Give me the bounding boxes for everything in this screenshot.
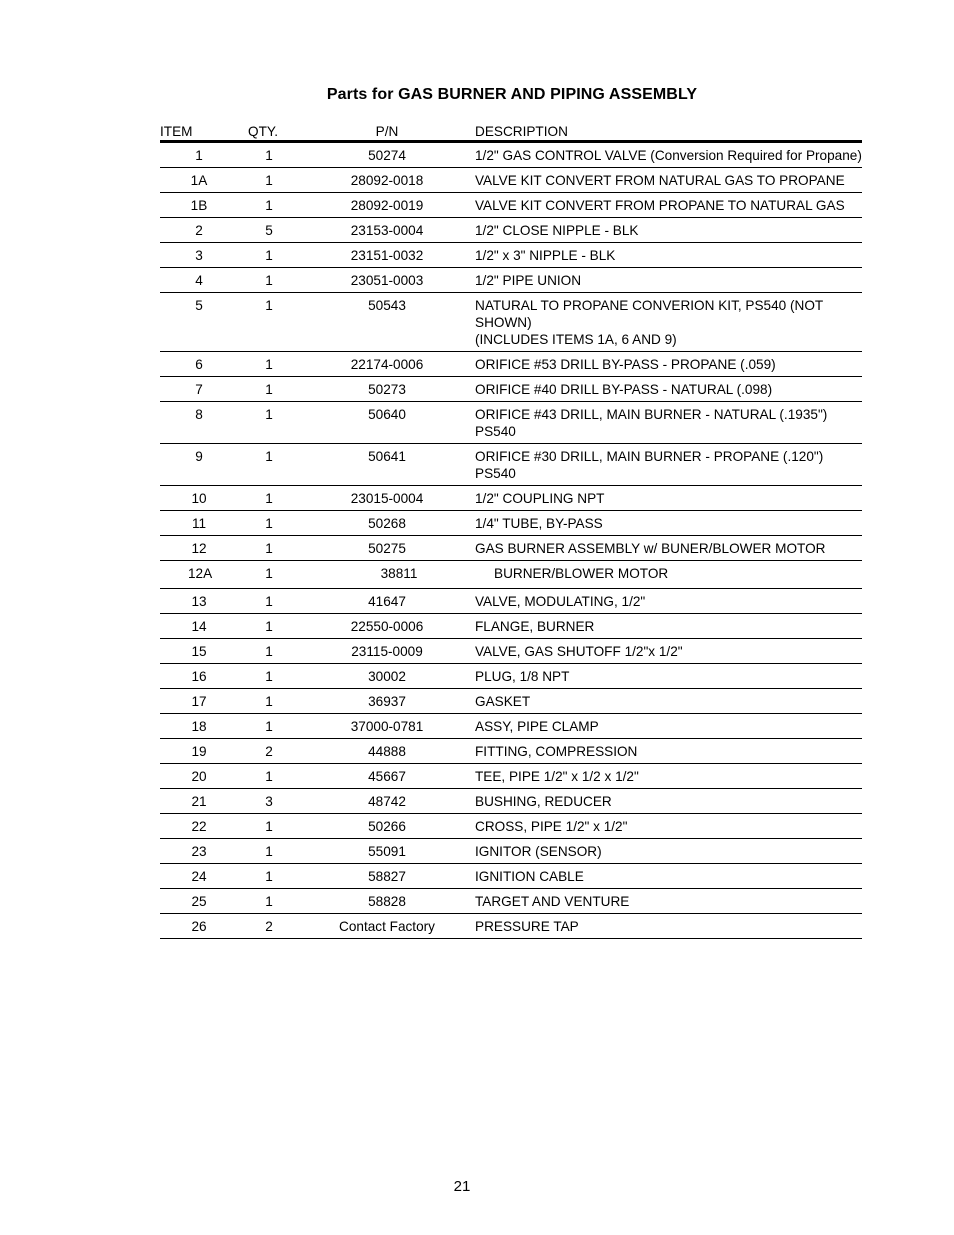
cell-item: 2 bbox=[160, 218, 238, 243]
cell-qty: 1 bbox=[238, 486, 300, 511]
description-line: ORIFICE #40 DRILL BY-PASS - NATURAL (.098) bbox=[475, 382, 773, 397]
cell-pn: 50543 bbox=[300, 293, 474, 352]
cell-qty: 1 bbox=[238, 377, 300, 402]
description-line: NATURAL TO PROPANE CONVERION KIT, PS540 (NOT SHOWN) bbox=[475, 298, 823, 330]
description-line: IGNITOR (SENSOR) bbox=[475, 844, 602, 859]
description-line-2: (INCLUDES ITEMS 1A, 6 AND 9) bbox=[475, 332, 677, 347]
cell-item: 23 bbox=[160, 839, 238, 864]
cell-description bbox=[474, 168, 862, 193]
description-line: 1/2" PIPE UNION bbox=[475, 273, 582, 288]
cell-item: 25 bbox=[160, 889, 238, 914]
cell-item: 9 bbox=[160, 444, 238, 486]
cell-qty: 1 bbox=[238, 614, 300, 639]
table-row bbox=[160, 402, 862, 444]
cell-item: 4 bbox=[160, 268, 238, 293]
cell-qty: 2 bbox=[238, 739, 300, 764]
cell-description bbox=[474, 293, 862, 352]
description-line: 1/4" TUBE, BY-PASS bbox=[475, 516, 603, 531]
cell-pn: 23151-0032 bbox=[300, 243, 474, 268]
description-line: PRESSURE TAP bbox=[475, 919, 579, 934]
description-line: BURNER/BLOWER MOTOR bbox=[494, 566, 669, 581]
cell-item: 3 bbox=[160, 243, 238, 268]
cell-description bbox=[474, 639, 862, 664]
description-line: 1/2" GAS CONTROL VALVE (Conversion Required for Propane) bbox=[475, 148, 862, 163]
cell-description bbox=[474, 889, 862, 914]
cell-item: 14 bbox=[160, 614, 238, 639]
description-line: ORIFICE #30 DRILL, MAIN BURNER - PROPANE (.120") PS540 bbox=[475, 449, 824, 481]
cell-pn: 50640 bbox=[300, 402, 474, 444]
table-header-row bbox=[160, 122, 862, 142]
cell-item: 11 bbox=[160, 511, 238, 536]
cell-item: 1A bbox=[160, 168, 238, 193]
cell-item: 7 bbox=[160, 377, 238, 402]
cell-pn: 55091 bbox=[300, 839, 474, 864]
cell-qty: 1 bbox=[238, 639, 300, 664]
cell-pn: 38811 bbox=[300, 561, 474, 589]
cell-description bbox=[474, 789, 862, 814]
table-row bbox=[160, 352, 862, 377]
description-line: IGNITION CABLE bbox=[475, 869, 584, 884]
cell-item: 22 bbox=[160, 814, 238, 839]
cell-qty: 1 bbox=[238, 511, 300, 536]
cell-description bbox=[474, 561, 862, 589]
cell-qty: 1 bbox=[238, 561, 300, 589]
cell-qty: 1 bbox=[238, 814, 300, 839]
table-row bbox=[160, 444, 862, 486]
description-line: VALVE KIT CONVERT FROM PROPANE TO NATURAL GAS bbox=[475, 198, 845, 213]
cell-item: 19 bbox=[160, 739, 238, 764]
table-row bbox=[160, 739, 862, 764]
cell-qty: 1 bbox=[238, 243, 300, 268]
cell-pn: 50274 bbox=[300, 142, 474, 168]
cell-pn: 37000-0781 bbox=[300, 714, 474, 739]
cell-qty: 3 bbox=[238, 789, 300, 814]
cell-qty: 1 bbox=[238, 268, 300, 293]
table-row bbox=[160, 377, 862, 402]
cell-qty: 1 bbox=[238, 764, 300, 789]
cell-description bbox=[474, 511, 862, 536]
cell-description bbox=[474, 914, 862, 939]
table-row bbox=[160, 142, 862, 168]
cell-description bbox=[474, 142, 862, 168]
cell-qty: 1 bbox=[238, 168, 300, 193]
cell-qty: 1 bbox=[238, 689, 300, 714]
cell-description bbox=[474, 243, 862, 268]
description-line: ORIFICE #53 DRILL BY-PASS - PROPANE (.059) bbox=[475, 357, 776, 372]
cell-item: 6 bbox=[160, 352, 238, 377]
cell-qty: 1 bbox=[238, 444, 300, 486]
cell-pn: 58828 bbox=[300, 889, 474, 914]
description-line: VALVE KIT CONVERT FROM NATURAL GAS TO PROPANE bbox=[475, 173, 845, 188]
cell-pn: 58827 bbox=[300, 864, 474, 889]
cell-pn: 50641 bbox=[300, 444, 474, 486]
description-line: ASSY, PIPE CLAMP bbox=[475, 719, 599, 734]
cell-pn: 41647 bbox=[300, 589, 474, 614]
cell-pn: 22174-0006 bbox=[300, 352, 474, 377]
cell-item: 24 bbox=[160, 864, 238, 889]
cell-pn: 50273 bbox=[300, 377, 474, 402]
table-row bbox=[160, 243, 862, 268]
table-row bbox=[160, 589, 862, 614]
table-row bbox=[160, 639, 862, 664]
table-row bbox=[160, 536, 862, 561]
cell-description bbox=[474, 764, 862, 789]
cell-description bbox=[474, 589, 862, 614]
cell-item: 12A bbox=[160, 561, 238, 589]
cell-pn: 50275 bbox=[300, 536, 474, 561]
cell-pn: 36937 bbox=[300, 689, 474, 714]
page-title: Parts for GAS BURNER AND PIPING ASSEMBLY bbox=[326, 86, 698, 103]
table-row bbox=[160, 664, 862, 689]
cell-description bbox=[474, 268, 862, 293]
cell-item: 18 bbox=[160, 714, 238, 739]
cell-description bbox=[474, 193, 862, 218]
description-line: GAS BURNER ASSEMBLY w/ BUNER/BLOWER MOTOR bbox=[475, 541, 826, 556]
cell-item: 1 bbox=[160, 142, 238, 168]
cell-item: 12 bbox=[160, 536, 238, 561]
cell-qty: 1 bbox=[238, 352, 300, 377]
cell-item: 5 bbox=[160, 293, 238, 352]
cell-qty: 1 bbox=[238, 889, 300, 914]
cell-pn: 45667 bbox=[300, 764, 474, 789]
cell-pn: 50268 bbox=[300, 511, 474, 536]
column-header-qty: QTY. bbox=[238, 122, 300, 142]
cell-description bbox=[474, 377, 862, 402]
description-line: 1/2" x 3" NIPPLE - BLK bbox=[475, 248, 616, 263]
table-row bbox=[160, 814, 862, 839]
page-number: 21 bbox=[453, 1178, 471, 1195]
table-row bbox=[160, 839, 862, 864]
cell-qty: 1 bbox=[238, 142, 300, 168]
description-line: CROSS, PIPE 1/2" x 1/2" bbox=[475, 819, 628, 834]
table-row bbox=[160, 218, 862, 243]
cell-item: 13 bbox=[160, 589, 238, 614]
table-row bbox=[160, 486, 862, 511]
cell-description bbox=[474, 864, 862, 889]
parts-table bbox=[160, 122, 862, 939]
cell-pn: 23051-0003 bbox=[300, 268, 474, 293]
description-line: 1/2" COUPLING NPT bbox=[475, 491, 605, 506]
description-line: FITTING, COMPRESSION bbox=[475, 744, 638, 759]
cell-item: 8 bbox=[160, 402, 238, 444]
cell-qty: 1 bbox=[238, 864, 300, 889]
cell-description bbox=[474, 614, 862, 639]
description-line: VALVE, MODULATING, 1/2" bbox=[475, 594, 646, 609]
cell-item: 1B bbox=[160, 193, 238, 218]
cell-item: 21 bbox=[160, 789, 238, 814]
description-line: TEE, PIPE 1/2" x 1/2 x 1/2" bbox=[475, 769, 639, 784]
table-row bbox=[160, 614, 862, 639]
column-header-pn: P/N bbox=[300, 122, 474, 142]
table-row bbox=[160, 193, 862, 218]
table-row bbox=[160, 789, 862, 814]
cell-qty: 1 bbox=[238, 293, 300, 352]
column-header-item: ITEM bbox=[160, 122, 238, 142]
cell-pn: 22550-0006 bbox=[300, 614, 474, 639]
table-row bbox=[160, 889, 862, 914]
cell-qty: 2 bbox=[238, 914, 300, 939]
table-row bbox=[160, 561, 862, 589]
cell-qty: 1 bbox=[238, 536, 300, 561]
description-line: GASKET bbox=[475, 694, 531, 709]
table-row bbox=[160, 511, 862, 536]
description-line: VALVE, GAS SHUTOFF 1/2"x 1/2" bbox=[475, 644, 683, 659]
cell-qty: 1 bbox=[238, 193, 300, 218]
cell-qty: 1 bbox=[238, 402, 300, 444]
table-row bbox=[160, 689, 862, 714]
table-row bbox=[160, 864, 862, 889]
cell-pn: 23015-0004 bbox=[300, 486, 474, 511]
cell-pn: 50266 bbox=[300, 814, 474, 839]
table-row bbox=[160, 268, 862, 293]
cell-description bbox=[474, 739, 862, 764]
cell-qty: 1 bbox=[238, 664, 300, 689]
cell-pn: 44888 bbox=[300, 739, 474, 764]
cell-qty: 1 bbox=[238, 589, 300, 614]
cell-pn: 23115-0009 bbox=[300, 639, 474, 664]
cell-item: 10 bbox=[160, 486, 238, 511]
cell-description bbox=[474, 814, 862, 839]
cell-pn: 23153-0004 bbox=[300, 218, 474, 243]
cell-description bbox=[474, 714, 862, 739]
cell-description bbox=[474, 689, 862, 714]
cell-qty: 1 bbox=[238, 839, 300, 864]
description-line: PLUG, 1/8 NPT bbox=[475, 669, 570, 684]
table-row bbox=[160, 764, 862, 789]
cell-pn: Contact Factory bbox=[300, 914, 474, 939]
column-header-description: DESCRIPTION bbox=[474, 122, 862, 142]
description-line: FLANGE, BURNER bbox=[475, 619, 595, 634]
cell-pn: 48742 bbox=[300, 789, 474, 814]
cell-pn: 28092-0019 bbox=[300, 193, 474, 218]
description-line: 1/2" CLOSE NIPPLE - BLK bbox=[475, 223, 639, 238]
cell-pn: 30002 bbox=[300, 664, 474, 689]
description-line: ORIFICE #43 DRILL, MAIN BURNER - NATURAL (.1935") PS540 bbox=[475, 407, 828, 439]
cell-pn: 28092-0018 bbox=[300, 168, 474, 193]
table-row bbox=[160, 914, 862, 939]
cell-item: 26 bbox=[160, 914, 238, 939]
parts-table-body bbox=[160, 142, 862, 939]
table-row bbox=[160, 168, 862, 193]
cell-description bbox=[474, 444, 862, 486]
description-line: BUSHING, REDUCER bbox=[475, 794, 612, 809]
cell-qty: 1 bbox=[238, 714, 300, 739]
cell-qty: 5 bbox=[238, 218, 300, 243]
description-line: TARGET AND VENTURE bbox=[475, 894, 630, 909]
cell-item: 17 bbox=[160, 689, 238, 714]
cell-description bbox=[474, 664, 862, 689]
table-row bbox=[160, 293, 862, 352]
cell-description bbox=[474, 839, 862, 864]
cell-description bbox=[474, 352, 862, 377]
table-row bbox=[160, 714, 862, 739]
cell-description bbox=[474, 218, 862, 243]
cell-description bbox=[474, 402, 862, 444]
cell-description bbox=[474, 536, 862, 561]
cell-item: 16 bbox=[160, 664, 238, 689]
cell-description bbox=[474, 486, 862, 511]
cell-item: 15 bbox=[160, 639, 238, 664]
cell-item: 20 bbox=[160, 764, 238, 789]
